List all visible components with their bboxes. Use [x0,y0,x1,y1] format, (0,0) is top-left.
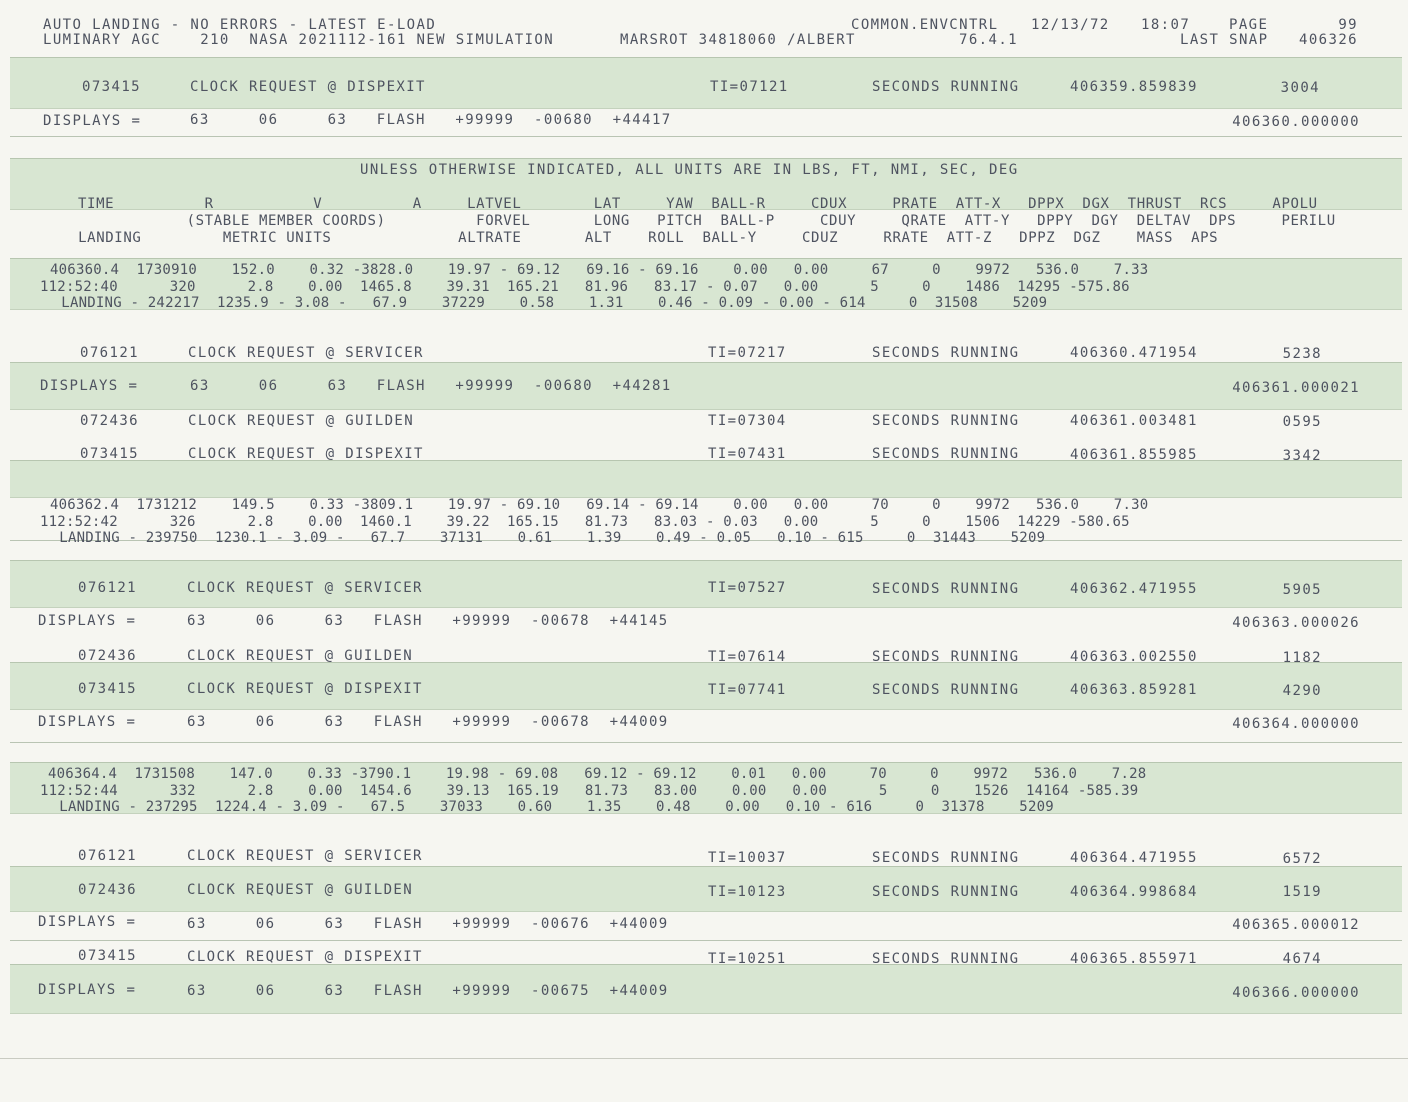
clock-seconds-label: SECONDS RUNNING [872,79,1020,95]
header-run-id: MARSROT 34818060 /ALBERT [620,32,856,48]
clock-ti: TI=10123 [708,884,787,900]
displays-values: 63 06 63 FLASH +99999 -00678 +44009 [187,714,669,730]
clock-code: 076121 [78,848,137,864]
data-line-clock-vel: 112:52:44 332 2.8 0.00 1454.6 39.13 165.19 81.73 83.00 0.00 0.00 5 0 1526 14164 -585.39 [40,783,1139,799]
data-line-clock-vel: 112:52:42 326 2.8 0.00 1460.1 39.22 165.15 81.73 83.03 - 0.03 0.00 5 0 1506 14229 -580.65 [40,514,1130,530]
clock-ti: TI=07527 [708,580,787,596]
displays-label: DISPLAYS = [40,378,139,394]
displays-values: 63 06 63 FLASH +99999 -00680 +44417 [190,112,672,128]
clock-seconds-value: 406359.859839 [1070,79,1198,95]
header-last-snap-label: LAST SNAP [1180,32,1269,48]
clock-request-text: CLOCK REQUEST @ DISPEXIT [190,79,426,95]
clock-request-text: CLOCK REQUEST @ DISPEXIT [188,446,424,462]
displays-values: 63 06 63 FLASH +99999 -00675 +44009 [187,983,669,999]
clock-code: 072436 [78,648,137,664]
clock-request-text: CLOCK REQUEST @ DISPEXIT [187,681,423,697]
clock-ti: TI=07431 [708,446,787,462]
displays-values: 63 06 63 FLASH +99999 -00678 +44145 [187,613,669,629]
clock-request-text: CLOCK REQUEST @ GUILDEN [187,648,414,664]
clock-count: 4290 [1282,683,1322,699]
clock-request-text: CLOCK REQUEST @ SERVICER [187,580,423,596]
clock-seconds-value: 406363.859281 [1070,682,1198,698]
clock-code: 076121 [78,580,137,596]
data-line-time-pos: 406360.4 1730910 152.0 0.32 -3828.0 19.97 - 69.12 69.16 - 69.16 0.00 0.00 67 0 9972 536.0 7.33 [50,262,1149,278]
clock-count: 5238 [1282,346,1322,362]
clock-count: 0595 [1282,414,1322,430]
clock-request-text: CLOCK REQUEST @ GUILDEN [188,413,415,429]
clock-seconds-value: 406364.998684 [1070,884,1198,900]
displays-label: DISPLAYS = [43,113,142,129]
displays-time: 406361.000021 [1232,380,1360,396]
header-version: 76.4.1 [959,32,1018,48]
displays-label: DISPLAYS = [38,613,137,629]
clock-count: 4674 [1282,951,1322,967]
clock-seconds-label: SECONDS RUNNING [872,446,1020,462]
clock-count: 5905 [1282,582,1322,598]
clock-ti: TI=10251 [708,951,787,967]
header-last-snap-value: 406326 [1299,32,1358,48]
displays-time: 406366.000000 [1232,985,1360,1001]
data-line-clock-vel: 112:52:40 320 2.8 0.00 1465.8 39.31 165.21 81.96 83.17 - 0.07 0.00 5 0 1486 14295 -575.86 [40,279,1130,295]
clock-seconds-label: SECONDS RUNNING [872,345,1020,361]
header-time: 18:07 [1141,17,1191,33]
displays-time: 406364.000000 [1232,716,1360,732]
paper-band [10,460,1402,498]
clock-request-text: CLOCK REQUEST @ GUILDEN [187,882,414,898]
clock-seconds-value: 406363.002550 [1070,649,1198,665]
clock-seconds-label: SECONDS RUNNING [872,951,1020,967]
header-module: COMMON.ENVCNTRL [851,17,999,33]
clock-code: 073415 [78,681,137,697]
clock-ti: TI=07614 [708,649,787,665]
units-note: UNLESS OTHERWISE INDICATED, ALL UNITS ARE IN LBS, FT, NMI, SEC, DEG [360,162,1019,178]
clock-count: 1519 [1282,884,1322,900]
clock-seconds-value: 406361.855985 [1070,447,1198,463]
clock-code: 073415 [82,79,141,95]
displays-values: 63 06 63 FLASH +99999 -00680 +44281 [190,378,672,394]
column-header-line-2: (STABLE MEMBER COORDS) FORVEL LONG PITCH BALL-P CDUY QRATE ATT-Y DPPY DGY DELTAV DPS PERILU [78,213,1336,229]
paper-rule [10,940,1402,941]
displays-label: DISPLAYS = [38,714,137,730]
header-subtitle: LUMINARY AGC 210 NASA 2021112-161 NEW SIMULATION [43,32,555,48]
clock-count: 6572 [1282,851,1322,867]
clock-seconds-value: 406361.003481 [1070,413,1198,429]
displays-time: 406365.000012 [1232,917,1360,933]
clock-seconds-value: 406364.471955 [1070,850,1198,866]
clock-seconds-value: 406365.855971 [1070,951,1198,967]
paper-rule [10,136,1402,137]
paper-edge [0,1058,1408,1059]
paper-rule [10,742,1402,743]
clock-seconds-label: SECONDS RUNNING [872,884,1020,900]
data-line-landing: LANDING - 239750 1230.1 - 3.09 - 67.7 37131 0.61 1.39 0.49 - 0.05 0.10 - 615 0 31443 5209 [42,530,1046,546]
clock-code: 072436 [80,413,139,429]
data-line-landing: LANDING - 237295 1224.4 - 3.09 - 67.5 37033 0.60 1.35 0.48 0.00 0.10 - 616 0 31378 5209 [42,799,1054,815]
column-header-line-1: TIME R V A LATVEL LAT YAW BALL-R CDUX PRATE ATT-X DPPX DGX THRUST RCS APOLU [78,196,1318,212]
column-header-line-3: LANDING METRIC UNITS ALTRATE ALT ROLL BALL-Y CDUZ RRATE ATT-Z DPPZ DGZ MASS APS [60,230,1219,246]
clock-count: 3342 [1282,448,1322,464]
clock-ti: TI=07121 [710,79,789,95]
clock-request-text: CLOCK REQUEST @ SERVICER [187,848,423,864]
clock-count: 3004 [1280,80,1320,96]
clock-count: 1182 [1282,650,1322,666]
data-line-time-pos: 406362.4 1731212 149.5 0.33 -3809.1 19.97 - 69.10 69.14 - 69.14 0.00 0.00 70 0 9972 536.0 7.30 [50,497,1149,513]
header-date: 12/13/72 [1031,17,1110,33]
clock-ti: TI=07741 [708,682,787,698]
data-line-landing: LANDING - 242217 1235.9 - 3.08 - 67.9 37229 0.58 1.31 0.46 - 0.09 - 0.00 - 614 0 31508 5209 [44,295,1048,311]
clock-seconds-label: SECONDS RUNNING [872,682,1020,698]
clock-request-text: CLOCK REQUEST @ DISPEXIT [187,949,423,965]
displays-time: 406360.000000 [1232,114,1360,130]
clock-seconds-value: 406360.471954 [1070,345,1198,361]
displays-label: DISPLAYS = [38,914,137,930]
clock-seconds-label: SECONDS RUNNING [872,581,1020,597]
clock-request-text: CLOCK REQUEST @ SERVICER [188,345,424,361]
clock-code: 072436 [78,882,137,898]
header-page-number: 99 [1338,17,1358,33]
data-line-time-pos: 406364.4 1731508 147.0 0.33 -3790.1 19.98 - 69.08 69.12 - 69.12 0.01 0.00 70 0 9972 536.0 7.28 [48,766,1147,782]
clock-ti: TI=10037 [708,850,787,866]
clock-seconds-label: SECONDS RUNNING [872,850,1020,866]
displays-values: 63 06 63 FLASH +99999 -00676 +44009 [187,916,669,932]
clock-code: 073415 [78,948,137,964]
clock-ti: TI=07304 [708,413,787,429]
displays-time: 406363.000026 [1232,615,1360,631]
clock-seconds-label: SECONDS RUNNING [872,413,1020,429]
clock-seconds-value: 406362.471955 [1070,581,1198,597]
displays-label: DISPLAYS = [38,982,137,998]
clock-code: 076121 [80,345,139,361]
header-title: AUTO LANDING - NO ERRORS - LATEST E-LOAD [43,17,437,33]
header-page-label: PAGE [1229,17,1269,33]
clock-ti: TI=07217 [708,345,787,361]
clock-seconds-label: SECONDS RUNNING [872,649,1020,665]
clock-code: 073415 [80,446,139,462]
